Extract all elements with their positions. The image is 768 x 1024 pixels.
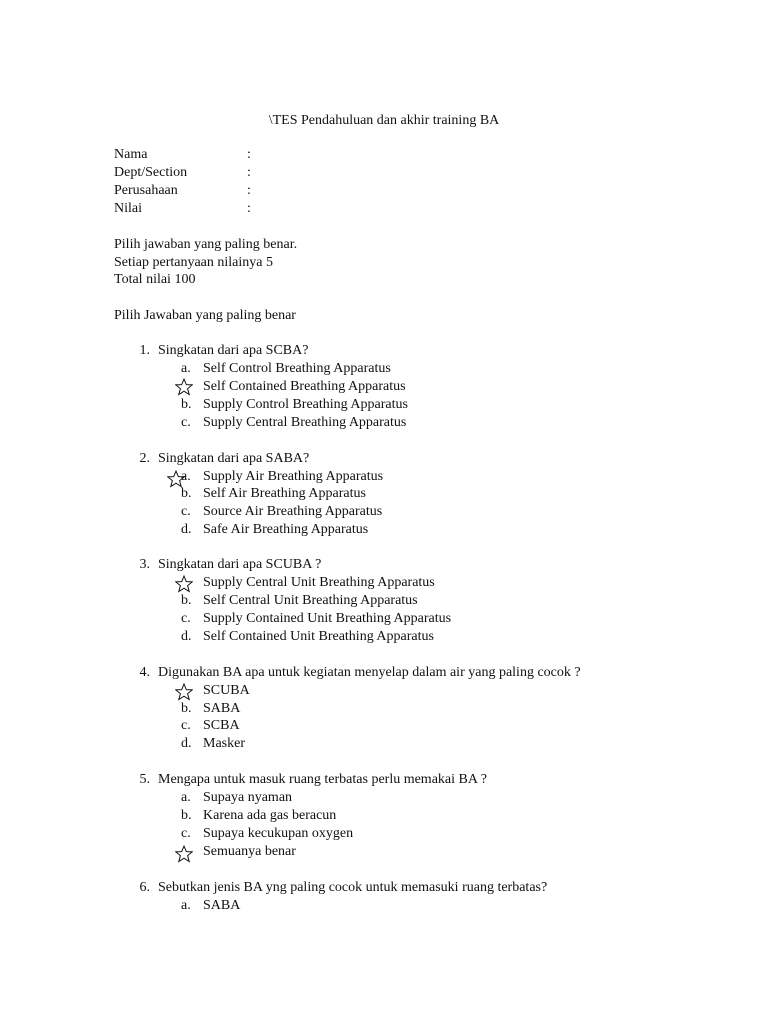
option-letter: d. [181, 522, 192, 537]
question-number: 3. [139, 557, 150, 572]
option-text: SABA [203, 701, 241, 716]
field-label: Nilai [114, 201, 142, 216]
option-letter: b. [181, 701, 192, 716]
star-outline-icon [175, 845, 193, 863]
question-number: 2. [139, 451, 150, 466]
question-number: 1. [139, 343, 150, 358]
question-text: Digunakan BA apa untuk kegiatan menyelap dalam air yang paling cocok ? [158, 665, 581, 680]
question-number: 4. [139, 665, 150, 680]
option-text: Supaya kecukupan oxygen [203, 826, 354, 841]
option-letter: b. [181, 593, 192, 608]
option-text: SCUBA [203, 683, 250, 698]
option-text: SABA [203, 898, 241, 913]
star-outline-icon [175, 683, 193, 701]
option-text: Supply Control Breathing Apparatus [203, 397, 408, 412]
option-text: Source Air Breathing Apparatus [203, 504, 383, 519]
field-colon: : [247, 201, 251, 216]
field-label: Perusahaan [114, 183, 178, 198]
option-text: Self Contained Unit Breathing Apparatus [203, 629, 434, 644]
question-text: Singkatan dari apa SABA? [158, 451, 310, 466]
field-dept-section [114, 164, 251, 182]
option-letter: c. [181, 611, 191, 626]
option-text: Semuanya benar [203, 844, 296, 859]
document-title: \TES Pendahuluan dan akhir training BA [268, 113, 500, 128]
option-text: Supply Contained Unit Breathing Apparatus [203, 611, 452, 626]
instruction-line: Pilih jawaban yang paling benar. [114, 237, 298, 252]
field-colon: : [247, 165, 251, 180]
field-colon: : [247, 147, 251, 162]
option-letter: a. [181, 898, 191, 913]
option-text: Self Air Breathing Apparatus [203, 486, 366, 501]
option-letter: c. [181, 826, 191, 841]
instruction-line: Total nilai 100 [114, 272, 196, 287]
field-colon: : [247, 183, 251, 198]
option-letter: d. [181, 629, 192, 644]
option-letter: b. [181, 808, 192, 823]
option-letter: a. [181, 790, 191, 805]
field-label: Dept/Section [114, 165, 188, 180]
field-nama [114, 146, 251, 164]
option-letter: a. [181, 361, 191, 376]
field-perusahaan [114, 182, 251, 200]
option-text: Supply Central Breathing Apparatus [203, 415, 407, 430]
option-text: Karena ada gas beracun [203, 808, 337, 823]
question-number: 6. [139, 880, 150, 895]
option-text: Supaya nyaman [203, 790, 293, 805]
instruction-line: Setiap pertanyaan nilainya 5 [114, 255, 273, 270]
option-text: Supply Air Breathing Apparatus [203, 469, 384, 484]
field-label: Nama [114, 147, 148, 162]
star-outline-icon [175, 575, 193, 593]
section-heading: Pilih Jawaban yang paling benar [114, 308, 296, 323]
question-number: 5. [139, 772, 150, 787]
option-letter: d. [181, 736, 192, 751]
option-letter: a. [181, 469, 191, 484]
option-text: Supply Central Unit Breathing Apparatus [203, 575, 435, 590]
option-letter: b. [181, 397, 192, 412]
option-text: Self Control Breathing Apparatus [203, 361, 391, 376]
field-nilai [114, 200, 251, 218]
option-letter: c. [181, 718, 191, 733]
option-letter: c. [181, 415, 191, 430]
option-letter: b. [181, 486, 192, 501]
option-text: Self Central Unit Breathing Apparatus [203, 593, 418, 608]
option-text: Masker [203, 736, 245, 751]
option-text: SCBA [203, 718, 240, 733]
question-text: Singkatan dari apa SCUBA ? [158, 557, 322, 572]
star-outline-icon [175, 378, 193, 396]
question-text: Singkatan dari apa SCBA? [158, 343, 309, 358]
option-text: Safe Air Breathing Apparatus [203, 522, 369, 537]
option-text: Self Contained Breathing Apparatus [203, 379, 406, 394]
question-text: Mengapa untuk masuk ruang terbatas perlu memakai BA ? [158, 772, 487, 787]
question-text: Sebutkan jenis BA yng paling cocok untuk memasuki ruang terbatas? [158, 880, 548, 895]
option-letter: c. [181, 504, 191, 519]
